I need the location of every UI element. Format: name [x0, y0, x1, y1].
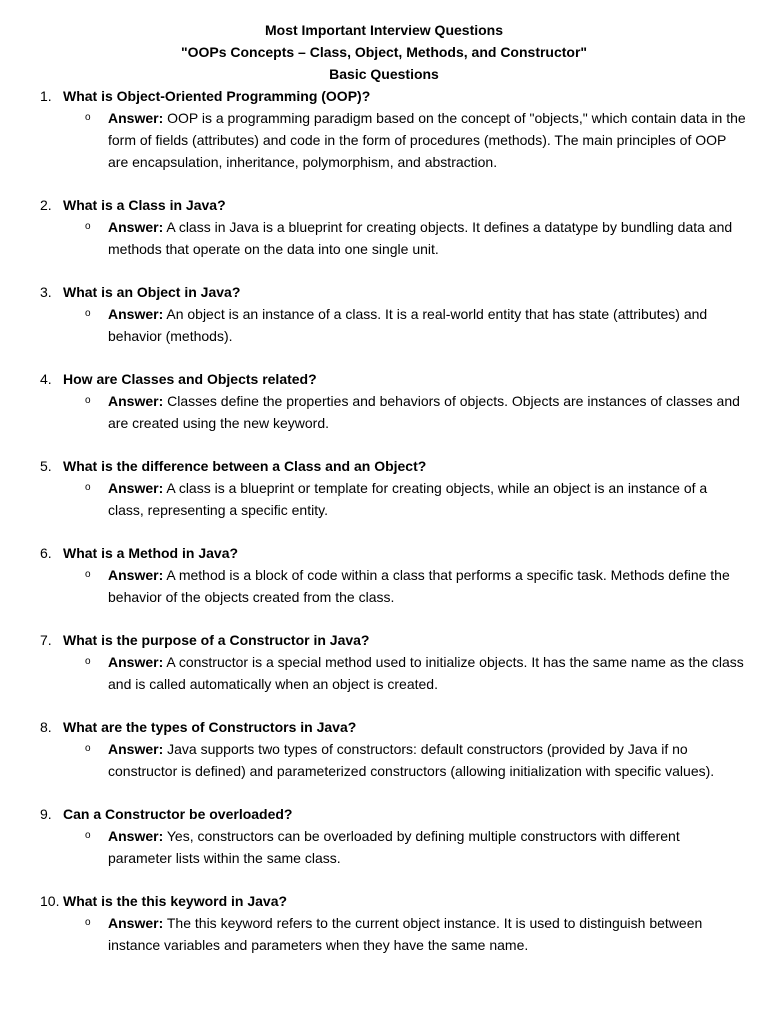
question-text: What is the difference between a Class and an Object? [63, 458, 427, 474]
answer-text: A method is a block of code within a class that performs a specific task. Methods define the behavior of the objects created from the class. [108, 567, 730, 605]
question-line [40, 542, 746, 564]
answer-text: A class in Java is a blueprint for creating objects. It defines a datatype by bundling data and methods that operate on the data into one single unit. [108, 219, 733, 257]
question-number: 7. [40, 632, 52, 648]
question-text: What is a Class in Java? [63, 197, 226, 213]
answer-line [40, 912, 746, 956]
question-item [40, 368, 746, 434]
answer-line [40, 477, 746, 521]
question-number: 6. [40, 545, 52, 561]
answer-line [40, 303, 746, 347]
question-number: 8. [40, 719, 52, 735]
question-text: What is Object-Oriented Programming (OOP)? [63, 88, 371, 104]
answer-text: Classes define the properties and behaviors of objects. Objects are instances of classes and are created using the new keyword. [108, 393, 740, 431]
question-list [40, 85, 746, 956]
answer-label: Answer: [108, 306, 164, 322]
question-number: 4. [40, 371, 52, 387]
circle-bullet-icon: o [85, 112, 91, 123]
question-text: How are Classes and Objects related? [63, 371, 317, 387]
question-line [40, 629, 746, 651]
question-text: What is the this keyword in Java? [63, 893, 288, 909]
question-item [40, 803, 746, 869]
question-text: Can a Constructor be overloaded? [63, 806, 293, 822]
question-line [40, 281, 746, 303]
question-item [40, 629, 746, 695]
answer-line [40, 738, 746, 782]
question-item [40, 85, 746, 173]
question-item [40, 281, 746, 347]
answer-label: Answer: [108, 567, 164, 583]
question-number: 10. [40, 893, 60, 909]
circle-bullet-icon: o [85, 656, 91, 667]
circle-bullet-icon: o [85, 569, 91, 580]
question-text: What are the types of Constructors in Java? [63, 719, 357, 735]
answer-label: Answer: [108, 480, 164, 496]
section-heading: Basic Questions [329, 66, 439, 82]
circle-bullet-icon: o [85, 221, 91, 232]
question-item [40, 716, 746, 782]
question-text: What is an Object in Java? [63, 284, 241, 300]
answer-body [108, 216, 746, 260]
circle-bullet-icon: o [85, 308, 91, 319]
circle-bullet-icon: o [85, 830, 91, 841]
document-title: Most Important Interview Questions [264, 22, 504, 38]
question-line [40, 716, 746, 738]
answer-body [108, 651, 746, 695]
question-line [40, 368, 746, 390]
question-text: What is a Method in Java? [63, 545, 239, 561]
circle-bullet-icon: o [85, 482, 91, 493]
answer-body [108, 303, 746, 347]
answer-label: Answer: [108, 393, 164, 409]
answer-text: Java supports two types of constructors: default constructors (provided by Java if no constructor is defined) and parameterized constructors (allowing initialization with specific values). [108, 741, 715, 779]
question-text: What is the purpose of a Constructor in Java? [63, 632, 370, 648]
answer-text: The this keyword refers to the current object instance. It is used to distinguish between instance variables and parameters when they have the same name. [108, 915, 703, 953]
question-number: 2. [40, 197, 52, 213]
question-item [40, 890, 746, 956]
question-item [40, 455, 746, 521]
answer-label: Answer: [108, 741, 164, 757]
answer-label: Answer: [108, 828, 164, 844]
answer-label: Answer: [108, 110, 164, 126]
answer-text: OOP is a programming paradigm based on the concept of "objects," which contain data in the form of fields (attributes) and code in the form of procedures (methods). The main principles of OOP are encapsulation, inheritance, polymorphism, and abstraction. [108, 110, 746, 170]
answer-line [40, 107, 746, 173]
answer-body [108, 477, 746, 521]
circle-bullet-icon: o [85, 743, 91, 754]
answer-body [108, 564, 746, 608]
question-number: 3. [40, 284, 52, 300]
document-header [22, 19, 746, 85]
question-line [40, 455, 746, 477]
question-item [40, 542, 746, 608]
answer-body [108, 825, 746, 869]
question-line [40, 890, 746, 912]
answer-line [40, 216, 746, 260]
answer-label: Answer: [108, 654, 164, 670]
answer-line [40, 825, 746, 869]
answer-label: Answer: [108, 219, 164, 235]
circle-bullet-icon: o [85, 917, 91, 928]
answer-label: Answer: [108, 915, 164, 931]
answer-body [108, 738, 746, 782]
answer-body [108, 912, 746, 956]
answer-line [40, 390, 746, 434]
question-number: 1. [40, 88, 52, 104]
answer-text: An object is an instance of a class. It is a real-world entity that has state (attributes) and behavior (methods). [108, 306, 708, 344]
answer-line [40, 651, 746, 695]
answer-line [40, 564, 746, 608]
answer-text: Yes, constructors can be overloaded by defining multiple constructors with different parameter lists within the same class. [108, 828, 680, 866]
circle-bullet-icon: o [85, 395, 91, 406]
question-number: 9. [40, 806, 52, 822]
answer-text: A class is a blueprint or template for creating objects, while an object is an instance of a class, representing a specific entity. [108, 480, 708, 518]
question-line [40, 85, 746, 107]
answer-text: A constructor is a special method used to initialize objects. It has the same name as the class and is called automatically when an object is created. [108, 654, 744, 692]
question-item [40, 194, 746, 260]
document-subtitle: "OOPs Concepts – Class, Object, Methods, and Constructor" [180, 44, 588, 60]
answer-body [108, 107, 746, 173]
question-line [40, 194, 746, 216]
answer-body [108, 390, 746, 434]
question-number: 5. [40, 458, 52, 474]
question-line [40, 803, 746, 825]
